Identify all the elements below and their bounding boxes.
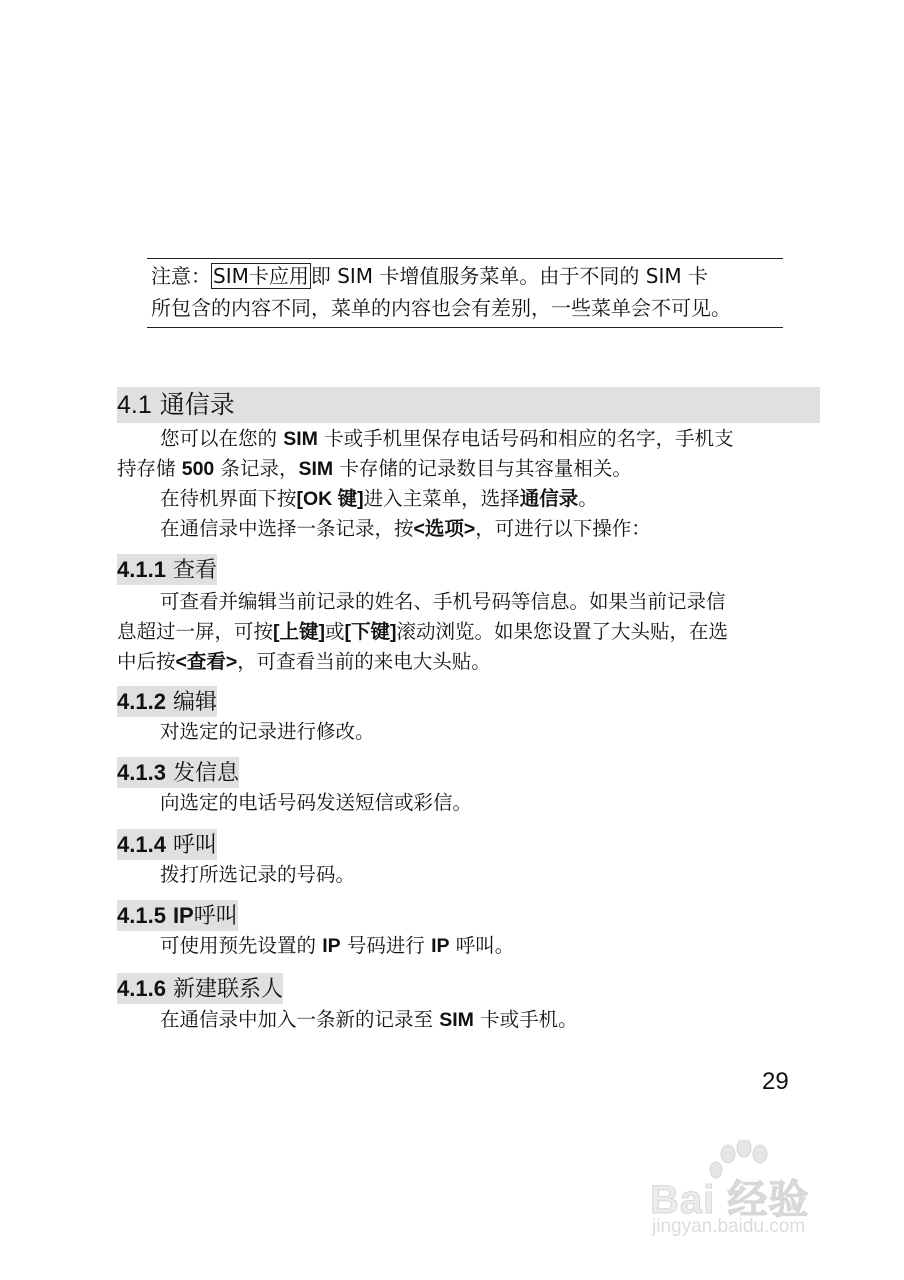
section-title: 通信录 <box>159 390 235 419</box>
note-line-1 <box>151 264 708 288</box>
section-para-3: 在通信录中选择一条记录，按<选项>，可进行以下操作： <box>160 517 651 540</box>
subsection-heading-view: 4.1.1 查看 <box>117 554 217 585</box>
subsection-heading-new-contact: 4.1.6 新建联系人 <box>117 973 283 1004</box>
note-boxed-term: SIM卡应用 <box>213 264 309 288</box>
section-para-2: 在待机界面下按[OK 键]进入主菜单，选择通信录。 <box>160 487 598 510</box>
subsection-heading-edit: 4.1.2 编辑 <box>117 686 217 717</box>
note-box <box>147 258 783 328</box>
send-message-para: 向选定的电话号码发送短信或彩信。 <box>160 791 473 814</box>
subsection-heading-ip-call: 4.1.5 IP呼叫 <box>117 900 238 931</box>
ip-call-para: 可使用预先设置的 IP 号码进行 IP 呼叫。 <box>160 934 515 957</box>
subsection-heading-send-message: 4.1.3 发信息 <box>117 757 239 788</box>
subsection-heading-call: 4.1.4 呼叫 <box>117 829 217 860</box>
section-heading <box>117 387 820 423</box>
note-prefix: 注意： <box>151 264 211 288</box>
watermark-url: jingyan.baidu.com <box>652 1216 806 1237</box>
page-number: 29 <box>762 1068 789 1095</box>
view-para-line-1: 可查看并编辑当前记录的姓名、手机号码等信息。如果当前记录信 <box>160 590 726 613</box>
view-para-line-3: 中后按<查看>，可查看当前的来电大头贴。 <box>117 650 491 673</box>
view-para-line-2: 息超过一屏，可按[上键]或[下键]滚动浏览。如果您设置了大头贴，在选 <box>117 620 729 643</box>
call-para: 拨打所选记录的号码。 <box>160 863 356 886</box>
note-line-2: 所包含的内容不同，菜单的内容也会有差别，一些菜单会不可见。 <box>151 296 731 320</box>
note-line1-rest: 即 SIM 卡增值服务菜单。由于不同的 SIM 卡 <box>310 264 708 288</box>
section-para-1-line-2: 持存储 500 条记录，SIM 卡存储的记录数目与其容量相关。 <box>117 457 632 480</box>
edit-para: 对选定的记录进行修改。 <box>160 720 375 743</box>
section-number: 4.1 <box>117 391 152 419</box>
new-contact-para: 在通信录中加入一条新的记录至 SIM 卡或手机。 <box>160 1008 578 1031</box>
section-para-1-line-1: 您可以在您的 SIM 卡或手机里保存电话号码和相应的名字，手机支 <box>160 427 734 450</box>
watermark-brand: Bai 经验 <box>650 1178 810 1222</box>
